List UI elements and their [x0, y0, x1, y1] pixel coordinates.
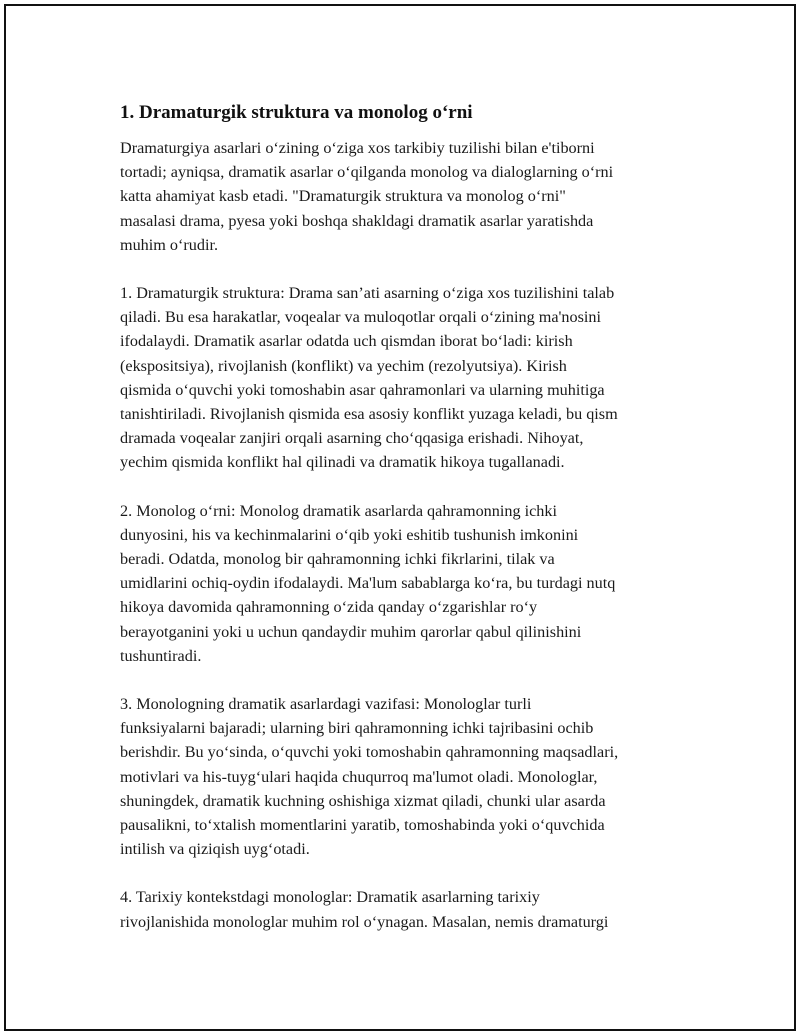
text-line: hikoya davomida qahramonning o‘zida qanday o‘zgarishlar ro‘y — [120, 598, 538, 617]
text-line: tanishtiriladi. Rivojlanish qismida esa asosiy konflikt yuzaga keladi, bu qism — [120, 405, 618, 424]
document-body — [120, 100, 700, 958]
document-title: 1. Dramaturgik struktura va monolog o‘rni — [120, 102, 473, 123]
text-line: umidlarini ochiq-oydin ifodalaydi. Ma'lum sabablarga ko‘ra, bu turdagi nutq — [120, 574, 616, 593]
text-line: yechim qismida konflikt hal qilinadi va dramatik hikoya tugallanadi. — [120, 453, 565, 472]
text-line: tortadi; ayniqsa, dramatik asarlar o‘qilganda monolog va dialoglarning o‘rni — [120, 163, 614, 182]
section-2-paragraph — [120, 499, 700, 668]
text-line: (ekspositsiya), rivojlanish (konflikt) va yechim (rezolyutsiya). Kirish — [120, 356, 567, 375]
text-line: motivlari va his-tuyg‘ulari haqida chuqurroq ma'lumot oladi. Monologlar, — [120, 767, 598, 786]
section-1-paragraph — [120, 281, 700, 475]
text-line: 3. Monologning dramatik asarlardagi vazifasi: Monologlar turli — [120, 695, 532, 714]
text-line: qismida o‘quvchi yoki tomoshabin asar qahramonlari va ularning muhitiga — [120, 380, 605, 399]
section-3-paragraph — [120, 692, 700, 861]
intro-paragraph — [120, 136, 700, 257]
text-line: katta ahamiyat kasb etadi. "Dramaturgik struktura va monolog o‘rni" — [120, 187, 566, 206]
text-line: 1. Dramaturgik struktura: Drama san’ati asarning o‘ziga xos tuzilishini talab — [120, 284, 615, 303]
text-line: 2. Monolog o‘rni: Monolog dramatik asarlarda qahramonning ichki — [120, 501, 557, 520]
text-line: tushuntiradi. — [120, 646, 202, 665]
text-line: beradi. Odatda, monolog bir qahramonning ichki fikrlarini, tilak va — [120, 550, 555, 569]
document-page — [4, 4, 796, 1031]
section-4-paragraph — [120, 885, 700, 933]
text-line: qiladi. Bu esa harakatlar, voqealar va muloqotlar orqali o‘zining ma'nosini — [120, 308, 602, 327]
text-line: berayotganini yoki u uchun qandaydir muhim qarorlar qabul qilinishini — [120, 622, 582, 641]
text-line: ifodalaydi. Dramatik asarlar odatda uch qismdan iborat bo‘ladi: kirish — [120, 332, 573, 351]
text-line: intilish va qiziqish uyg‘otadi. — [120, 840, 310, 859]
text-line: muhim o‘rudir. — [120, 235, 219, 254]
text-line: shuningdek, dramatik kuchning oshishiga xizmat qiladi, chunki ular asarda — [120, 791, 606, 810]
text-line: rivojlanishida monologlar muhim rol o‘ynagan. Masalan, nemis dramaturgi — [120, 912, 609, 931]
text-line: dramada voqealar zanjiri orqali asarning cho‘qqasiga erishadi. Nihoyat, — [120, 429, 584, 448]
text-line: berishdir. Bu yo‘sinda, o‘quvchi yoki tomoshabin qahramonning maqsadlari, — [120, 743, 619, 762]
text-line: Dramaturgiya asarlari o‘zining o‘ziga xos tarkibiy tuzilishi bilan e'tiborni — [120, 139, 595, 157]
text-line: dunyosini, his va kechinmalarini o‘qib yoki eshitib tushunish imkonini — [120, 525, 579, 544]
text-line: pausalikni, to‘xtalish momentlarini yaratib, tomoshabinda yoki o‘quvchida — [120, 816, 605, 835]
text-line: 4. Tarixiy kontekstdagi monologlar: Dramatik asarlarning tarixiy — [120, 888, 540, 907]
text-line: masalasi drama, pyesa yoki boshqa shakldagi dramatik asarlar yaratishda — [120, 211, 594, 230]
text-line: funksiyalarni bajaradi; ularning biri qahramonning ichki tajribasini ochib — [120, 719, 594, 738]
